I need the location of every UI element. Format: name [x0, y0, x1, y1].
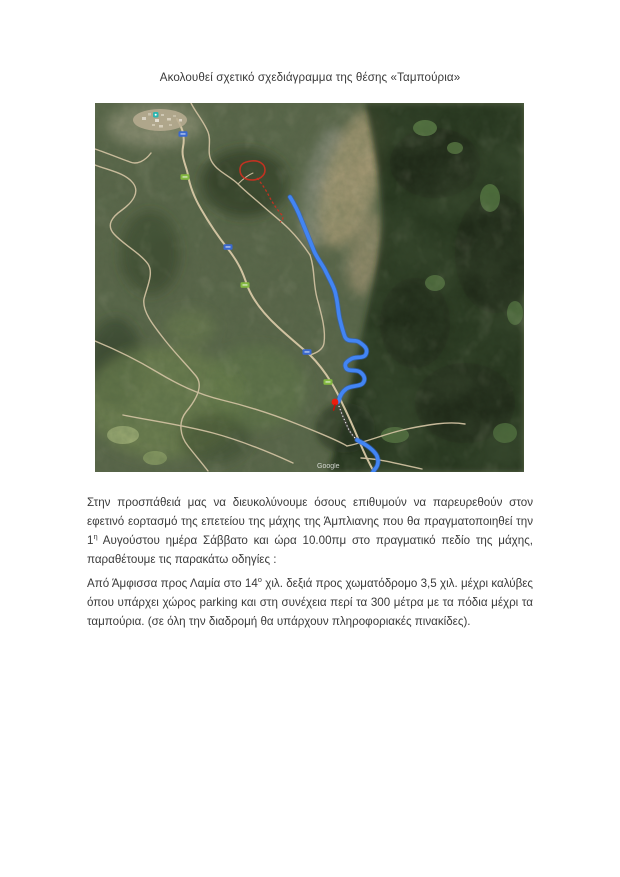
google-watermark: Google — [317, 463, 340, 470]
body-paragraph-1 — [87, 493, 533, 570]
road-badge-green-icon — [241, 282, 250, 288]
map-figure — [95, 103, 524, 472]
road-badge-blue-icon — [224, 244, 233, 250]
road-badge-blue-icon — [179, 131, 188, 137]
paragraph-1-superscript: η — [93, 532, 98, 542]
map-noise-fine — [95, 103, 524, 472]
paragraph-2-text: Από Άμφισσα προς Λαμία στο 14 — [87, 576, 258, 590]
road-badge-green-icon — [181, 174, 190, 180]
body-paragraph-2 — [87, 574, 533, 632]
paragraph-1-text-continued: Αυγούστου ημέρα Σάββατο και ώρα 10.00πμ στο πραγματικό πεδίο της μάχης, παραθέτουμε τις παρακάτω οδηγίες : — [87, 534, 533, 567]
satellite-map-image — [95, 103, 524, 472]
village-poi-marker-icon — [153, 112, 159, 118]
paragraph-2-text-continued: χιλ. δεξιά προς χωματόδρομο 3,5 χιλ. μέχρι καλύβες όπου υπάρχει χώρος parking και στη συνέχεια περί τα 300 μέτρα με τα πόδια μέχρι τα ταμπούρια. (σε όλη την διαδρομή θα υπάρχουν πληροφοριακές πινακίδες). — [87, 576, 533, 629]
road-badge-blue-icon — [303, 349, 312, 355]
road-badge-green-icon — [324, 379, 333, 385]
paragraph-2-superscript: ο — [257, 574, 262, 584]
paragraph-1-text: Στην προσπάθειά μας να διευκολύνουμε όσους επιθυμούν να παρευρεθούν στον εφετινό εορτασμό της επετείου της μάχης της Άμπλιανης που θα πραγματοποιηθεί την 1 — [87, 495, 533, 548]
map-village — [133, 109, 187, 131]
document-title: Ακολουθεί σχετικό σχεδιάγραμμα της θέσης «Ταμπούρια» — [159, 71, 461, 84]
